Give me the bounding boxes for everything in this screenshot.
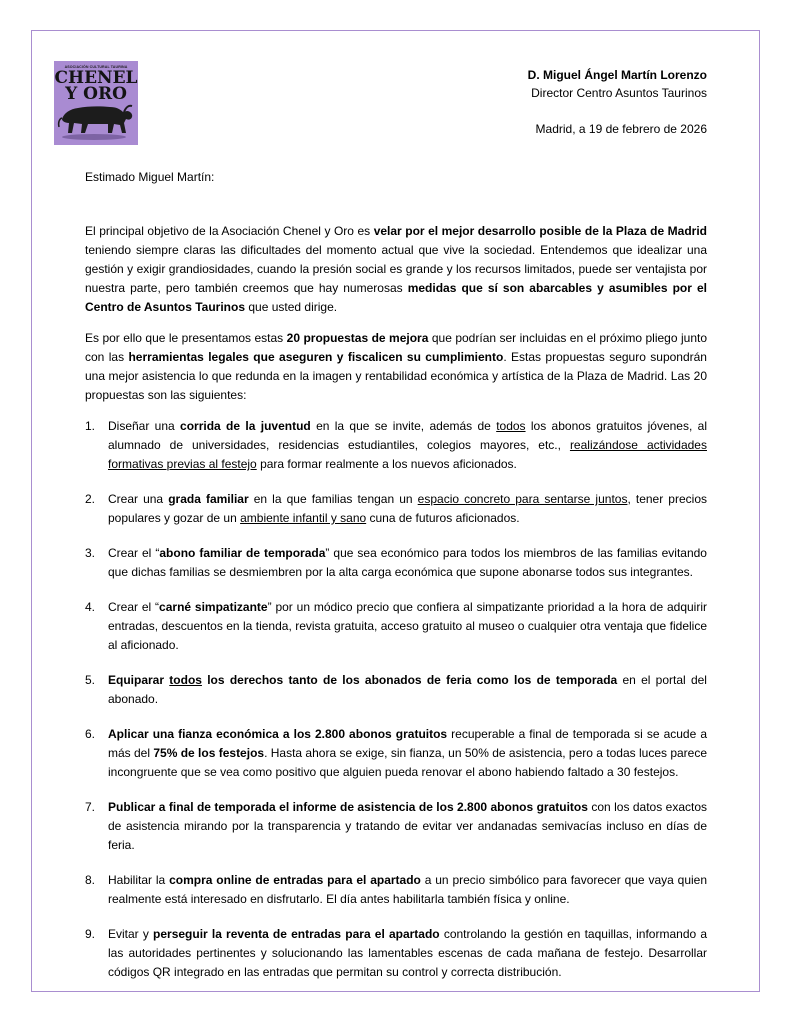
chenel-y-oro-logo <box>54 61 138 145</box>
text-run: controlando la gestión en taquillas, informando a las autoridades pertinentes y solucionando las lamentables escenas de cada mañana de festejo. Desarrollar códigos QR integrado en las entradas que permitan su control y correcta distribución. <box>108 927 708 979</box>
text-run: grada familiar <box>168 492 249 506</box>
text-run: con los datos exactos de asistencia mirando por la transparencia y tratando de evitar ver andanadas semivacías incluso en días de feria. <box>108 800 707 852</box>
text-run: perseguir la reventa de entradas para el apartado <box>153 927 440 941</box>
text-run: abono familiar de temporada <box>159 546 326 560</box>
text-run: 20 propuestas de mejora <box>286 331 429 345</box>
proposal-item <box>85 490 707 528</box>
proposal-number: 9. <box>85 927 96 941</box>
intro-paragraph <box>85 222 707 317</box>
text-run: carné simpatizante <box>159 600 268 614</box>
logo-title-line-1: CHENEL <box>54 68 138 88</box>
greeting: Estimado Miguel Martín: <box>85 170 215 184</box>
text-run: . Hasta ahora se exige, sin fianza, un 50% de asistencia, pero a todas luces parece incongruente que se vea como positivo que alguien pueda renovar el abono habiendo faltado a 30 festejos. <box>108 746 708 779</box>
text-run: Publicar a final de temporada el informe de asistencia de los 2.800 abonos gratuitos <box>108 800 588 814</box>
proposal-item <box>85 671 707 709</box>
text-run: herramientas legales que aseguren y fiscalicen su cumplimiento <box>128 350 504 364</box>
proposal-text <box>108 927 707 979</box>
proposal-item <box>85 798 707 855</box>
recipient-name: D. Miguel Ángel Martín Lorenzo <box>527 68 707 82</box>
text-run: los derechos tanto de los abonados de feria como los de temporada <box>201 673 618 687</box>
text-run: en el portal del abonado. <box>108 673 707 706</box>
text-run: El principal objetivo de la Asociación Chenel y Oro es <box>85 224 374 238</box>
text-run: recuperable a final de temporada si se acude a más del <box>108 727 707 760</box>
text-run: Evitar y <box>108 927 154 941</box>
text-run: , tener precios populares y gozar de un <box>108 492 707 525</box>
text-run: compra online de entradas para el apartado <box>169 873 421 887</box>
proposal-item <box>85 725 707 782</box>
text-run: cuna de futuros aficionados. <box>366 511 520 525</box>
proposal-item <box>85 544 707 582</box>
logo-small-text: ASOCIACIÓN CULTURAL TAURINA <box>64 65 128 69</box>
proposal-text <box>108 727 707 779</box>
text-run: corrida de la juventud <box>180 419 311 433</box>
text-run: Crear una <box>108 492 169 506</box>
proposal-number: 7. <box>85 800 96 814</box>
text-run: que podrían ser incluidas en el próximo pliego junto con las <box>85 331 708 364</box>
text-run: Equiparar <box>108 673 170 687</box>
text-run: que usted dirige. <box>245 300 338 314</box>
letter-body <box>85 222 707 998</box>
text-run: Habilitar la <box>108 873 170 887</box>
text-run: Crear el “ <box>108 600 160 614</box>
proposal-item <box>85 417 707 474</box>
proposal-number: 3. <box>85 546 96 560</box>
proposal-text <box>108 800 707 852</box>
text-run: Diseñar una <box>108 419 181 433</box>
proposal-number: 5. <box>85 673 96 687</box>
text-run: 75% de los festejos <box>153 746 265 760</box>
text-run: medidas que sí son abarcables y asumibles por el Centro de Asuntos Taurinos <box>85 281 707 314</box>
proposal-text <box>108 600 707 652</box>
proposal-text <box>108 673 707 706</box>
recipient-block <box>528 66 707 138</box>
text-run: espacio concreto para sentarse juntos <box>417 492 628 506</box>
intro-paragraphs <box>85 222 707 405</box>
proposal-text <box>108 419 707 471</box>
text-run: todos <box>169 673 202 687</box>
proposal-number: 6. <box>85 727 96 741</box>
text-run: Crear el “ <box>108 546 160 560</box>
text-run: ” por un módico precio que confiera al simpatizante prioridad a la hora de adquirir entradas, descuentos en la tienda, revista gratuita, acceso gratuito al museo o cualquier otra ventaja que fidelice al aficionado. <box>108 600 708 652</box>
proposal-list <box>85 417 707 982</box>
text-run: . Estas propuestas seguro supondrán una mejor asistencia lo que redunda en la imagen y rentabilidad económica y artística de la Plaza de Madrid. Las 20 propuestas son las siguientes: <box>85 350 707 402</box>
proposal-item <box>85 598 707 655</box>
proposal-number: 2. <box>85 492 96 506</box>
proposal-item <box>85 925 707 982</box>
proposal-item <box>85 871 707 909</box>
text-run: Aplicar una fianza económica a los 2.800 abonos gratuitos <box>108 727 448 741</box>
text-run: en la que familias tengan un <box>248 492 418 506</box>
intro-paragraph <box>85 329 707 405</box>
text-run: Es por ello que le presentamos estas <box>85 331 287 345</box>
proposal-number: 8. <box>85 873 96 887</box>
proposal-text <box>108 546 707 579</box>
letter-date: Madrid, a 19 de febrero de 2026 <box>535 122 707 136</box>
proposal-text <box>108 492 707 525</box>
text-run: para formar realmente a los nuevos aficionados. <box>256 457 517 471</box>
text-run: velar por el mejor desarrollo posible de la Plaza de Madrid <box>373 224 707 238</box>
proposal-number: 4. <box>85 600 96 614</box>
text-run: los abonos gratuitos jóvenes, al alumnado de universidades, residencias estudiantiles, colegios mayores, etc., <box>108 419 707 452</box>
text-run: ambiente infantil y sano <box>240 511 367 525</box>
text-run: teniendo siempre claras las dificultades del momento actual que vive la sociedad. Entendemos que idealizar una gestión y exigir grandiosidades, cuando la presión social es grande y los recursos limitados, puede ser ventajista por nuestra parte, pero también creemos que hay numerosas <box>85 243 707 295</box>
logo-title-line-2: Y ORO <box>65 84 127 104</box>
recipient-role: Director Centro Asuntos Taurinos <box>531 86 707 100</box>
text-run: realizándose actividades formativas previas al festejo <box>108 438 707 471</box>
text-run: ” que sea económico para todos los miembros de las familias evitando que dichas familias se desmiembren por la alta carga económica que supone abonarse todos sus integrantes. <box>108 546 707 579</box>
proposal-text <box>108 873 707 906</box>
text-run: todos <box>496 419 526 433</box>
text-run: a un precio simbólico para favorecer que vaya quien realmente está interesado en disfrutarlo. El día antes habilitarla también física y online. <box>108 873 708 906</box>
proposal-number: 1. <box>85 419 96 433</box>
text-run: en la que se invite, además de <box>310 419 497 433</box>
